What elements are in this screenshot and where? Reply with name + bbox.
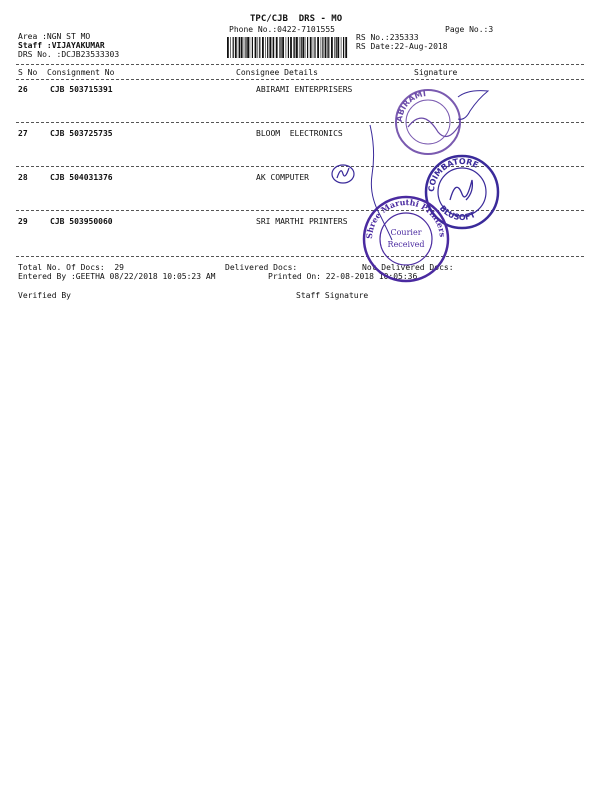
row-divider: [16, 256, 584, 257]
entered-by: Entered By :GEETHA 08/22/2018 10:05:23 AM: [18, 272, 216, 281]
row-consignee: ABIRAMI ENTERPRISERS: [256, 85, 353, 94]
column-consignee: Consignee Details: [236, 68, 318, 77]
row-consignment: CJB 503950060: [50, 217, 113, 226]
drs-number: DRS No. :DCJB23533303: [18, 50, 120, 59]
barcode: [227, 37, 349, 58]
row-consignment: CJB 503715391: [50, 85, 113, 94]
row-sno: 29: [18, 217, 28, 226]
row-consignee: AK COMPUTER: [256, 173, 309, 182]
rs-date: RS Date:22-Aug-2018: [356, 42, 448, 51]
svg-text:COIMBATORE: COIMBATORE: [426, 156, 480, 193]
column-signature: Signature: [414, 68, 458, 77]
row-sno: 28: [18, 173, 28, 182]
row-consignment: CJB 504031376: [50, 173, 113, 182]
divider: [16, 79, 584, 80]
row-sno: 27: [18, 129, 28, 138]
total-docs: Total No. Of Docs: 29: [18, 263, 124, 272]
printed-on: Printed On: 22-08-2018 10:05:36: [268, 272, 418, 281]
row-sno: 26: [18, 85, 28, 94]
maruthi-stamp: [360, 193, 452, 285]
phone-number: Phone No.:0422-7101555: [229, 25, 335, 34]
verified-by: Verified By: [18, 291, 71, 300]
rs-number: RS No.:235333: [356, 33, 419, 42]
column-consignment: Consignment No: [47, 68, 115, 77]
column-sno: S No: [18, 68, 38, 77]
svg-text:ABIRAMI: ABIRAMI: [394, 89, 427, 123]
staff-label: Staff :VIJAYAKUMAR: [18, 41, 105, 50]
row-consignment: CJB 503725735: [50, 129, 113, 138]
row-divider: [16, 122, 584, 123]
divider: [16, 64, 584, 65]
svg-text:BLUSOFT: BLUSOFT: [437, 203, 477, 223]
row-consignee: BLOOM ELECTRONICS: [256, 129, 343, 138]
not-delivered-docs: Not Delivered Docs:: [362, 263, 454, 272]
staff-signature: Staff Signature: [296, 291, 369, 300]
svg-text:Shree Maruthi Printers: Shree Maruthi Printers: [363, 196, 448, 240]
delivered-docs: Delivered Docs:: [225, 263, 298, 272]
document-title: TPC/CJB DRS - MO: [250, 14, 343, 24]
svg-text:Courier: Courier: [390, 228, 422, 237]
svg-text:Received: Received: [387, 240, 425, 249]
area-label: Area :NGN ST MO: [18, 32, 91, 41]
ak-computer-signature: [328, 160, 358, 190]
page-number: Page No.:3: [445, 25, 494, 34]
row-consignee: SRI MARTHI PRINTERS: [256, 217, 348, 226]
